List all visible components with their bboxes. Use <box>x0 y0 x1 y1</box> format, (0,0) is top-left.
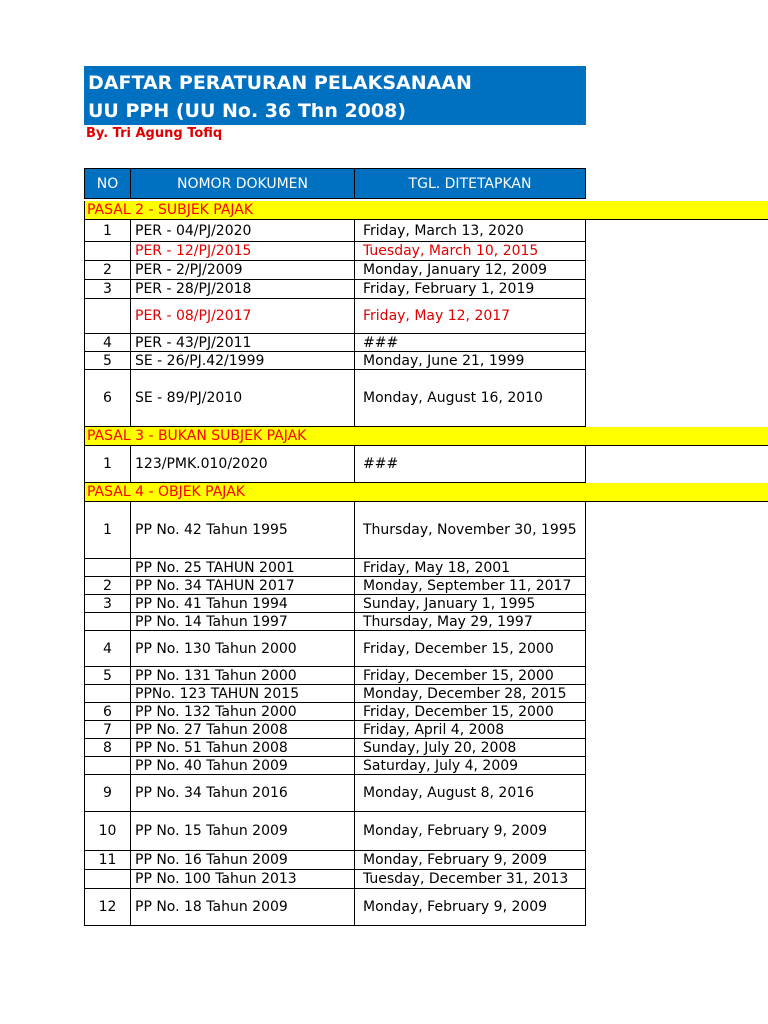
table-row <box>84 577 768 595</box>
table-row <box>84 334 768 352</box>
table-row <box>84 889 768 926</box>
date-enacted: Sunday, January 1, 1995 <box>354 595 586 613</box>
section-header: PASAL 2 - SUBJEK PAJAK <box>84 201 768 220</box>
table-row <box>84 613 768 631</box>
date-enacted: ### <box>354 334 586 352</box>
document-number: PP No. 130 Tahun 2000 <box>130 631 354 667</box>
document-number: 123/PMK.010/2020 <box>130 446 354 483</box>
row-number: 5 <box>84 667 130 685</box>
row-number <box>84 685 130 703</box>
table-row <box>84 352 768 370</box>
document-number: PP No. 27 Tahun 2008 <box>130 721 354 739</box>
document-number: PER - 12/PJ/2015 <box>130 242 354 261</box>
document-number: PP No. 34 TAHUN 2017 <box>130 577 354 595</box>
document-number: PP No. 132 Tahun 2000 <box>130 703 354 721</box>
document-number: PER - 08/PJ/2017 <box>130 299 354 334</box>
row-number <box>84 559 130 577</box>
table-row <box>84 559 768 577</box>
row-number: 5 <box>84 352 130 370</box>
row-number <box>84 242 130 261</box>
section-header: PASAL 3 - BUKAN SUBJEK PAJAK <box>84 427 768 446</box>
table-row <box>84 775 768 812</box>
row-number: 1 <box>84 502 130 559</box>
document-number: PER - 04/PJ/2020 <box>130 220 354 242</box>
date-enacted: Monday, September 11, 2017 <box>354 577 586 595</box>
row-number: 9 <box>84 775 130 812</box>
table-row <box>84 261 768 280</box>
document-number: PER - 43/PJ/2011 <box>130 334 354 352</box>
date-enacted: Sunday, July 20, 2008 <box>354 739 586 757</box>
row-number: 10 <box>84 812 130 851</box>
table-row <box>84 870 768 889</box>
table-row <box>84 685 768 703</box>
date-enacted: Monday, February 9, 2009 <box>354 812 586 851</box>
date-enacted: Monday, June 21, 1999 <box>354 352 586 370</box>
document-number: PP No. 15 Tahun 2009 <box>130 812 354 851</box>
table-row <box>84 370 768 427</box>
table-row <box>84 595 768 613</box>
row-number <box>84 870 130 889</box>
table-row <box>84 667 768 685</box>
table-row <box>84 631 768 667</box>
date-enacted: Thursday, November 30, 1995 <box>354 502 586 559</box>
date-enacted: Friday, February 1, 2019 <box>354 280 586 299</box>
section-header: PASAL 4 - OBJEK PAJAK <box>84 483 768 502</box>
date-enacted: Friday, May 12, 2017 <box>354 299 586 334</box>
page-title-line2: UU PPH (UU No. 36 Thn 2008) <box>88 100 407 122</box>
column-header-date: TGL. DITETAPKAN <box>354 168 586 199</box>
date-enacted: Friday, December 15, 2000 <box>354 667 586 685</box>
document-number: PP No. 14 Tahun 1997 <box>130 613 354 631</box>
row-number: 1 <box>84 446 130 483</box>
table-row <box>84 721 768 739</box>
document-number: PP No. 100 Tahun 2013 <box>130 870 354 889</box>
document-number: PP No. 18 Tahun 2009 <box>130 889 354 926</box>
table-row <box>84 220 768 242</box>
date-enacted: Tuesday, March 10, 2015 <box>354 242 586 261</box>
row-number: 12 <box>84 889 130 926</box>
document-number: PP No. 51 Tahun 2008 <box>130 739 354 757</box>
table-row <box>84 242 768 261</box>
row-number: 8 <box>84 739 130 757</box>
row-number: 2 <box>84 261 130 280</box>
author-credit: By. Tri Agung Tofiq <box>86 126 223 141</box>
table-row <box>84 280 768 299</box>
date-enacted: Monday, January 12, 2009 <box>354 261 586 280</box>
row-number <box>84 757 130 775</box>
row-number <box>84 299 130 334</box>
date-enacted: ### <box>354 446 586 483</box>
date-enacted: Friday, December 15, 2000 <box>354 703 586 721</box>
date-enacted: Friday, May 18, 2001 <box>354 559 586 577</box>
date-enacted: Friday, March 13, 2020 <box>354 220 586 242</box>
date-enacted: Thursday, May 29, 1997 <box>354 613 586 631</box>
document-number: PP No. 25 TAHUN 2001 <box>130 559 354 577</box>
row-number: 6 <box>84 370 130 427</box>
regulation-table <box>84 168 768 926</box>
page-title-line1: DAFTAR PERATURAN PELAKSANAAN <box>88 72 472 94</box>
document-number: PPNo. 123 TAHUN 2015 <box>130 685 354 703</box>
row-number: 11 <box>84 851 130 870</box>
date-enacted: Tuesday, December 31, 2013 <box>354 870 586 889</box>
row-number: 7 <box>84 721 130 739</box>
document-number: PP No. 16 Tahun 2009 <box>130 851 354 870</box>
document-number: PER - 2/PJ/2009 <box>130 261 354 280</box>
row-number: 6 <box>84 703 130 721</box>
document-number: PP No. 131 Tahun 2000 <box>130 667 354 685</box>
date-enacted: Monday, February 9, 2009 <box>354 851 586 870</box>
document-number: PP No. 42 Tahun 1995 <box>130 502 354 559</box>
table-row <box>84 812 768 851</box>
date-enacted: Saturday, July 4, 2009 <box>354 757 586 775</box>
table-row <box>84 502 768 559</box>
table-row <box>84 703 768 721</box>
table-row <box>84 851 768 870</box>
table-header-row <box>84 168 768 199</box>
date-enacted: Monday, February 9, 2009 <box>354 889 586 926</box>
table-row <box>84 299 768 334</box>
document-number: PP No. 41 Tahun 1994 <box>130 595 354 613</box>
row-number: 1 <box>84 220 130 242</box>
row-number: 3 <box>84 595 130 613</box>
document-number: PP No. 34 Tahun 2016 <box>130 775 354 812</box>
date-enacted: Monday, December 28, 2015 <box>354 685 586 703</box>
row-number: 3 <box>84 280 130 299</box>
table-row <box>84 757 768 775</box>
row-number: 2 <box>84 577 130 595</box>
document-number: PER - 28/PJ/2018 <box>130 280 354 299</box>
table-row <box>84 739 768 757</box>
document-number: SE - 26/PJ.42/1999 <box>130 352 354 370</box>
date-enacted: Monday, August 8, 2016 <box>354 775 586 812</box>
date-enacted: Friday, December 15, 2000 <box>354 631 586 667</box>
date-enacted: Friday, April 4, 2008 <box>354 721 586 739</box>
date-enacted: Monday, August 16, 2010 <box>354 370 586 427</box>
title-banner <box>84 66 586 125</box>
row-number: 4 <box>84 631 130 667</box>
document-number: SE - 89/PJ/2010 <box>130 370 354 427</box>
row-number <box>84 613 130 631</box>
row-number: 4 <box>84 334 130 352</box>
document-number: PP No. 40 Tahun 2009 <box>130 757 354 775</box>
header-spacer <box>586 168 768 199</box>
column-header-no: NO <box>84 168 130 199</box>
column-header-document: NOMOR DOKUMEN <box>130 168 354 199</box>
table-row <box>84 446 768 483</box>
